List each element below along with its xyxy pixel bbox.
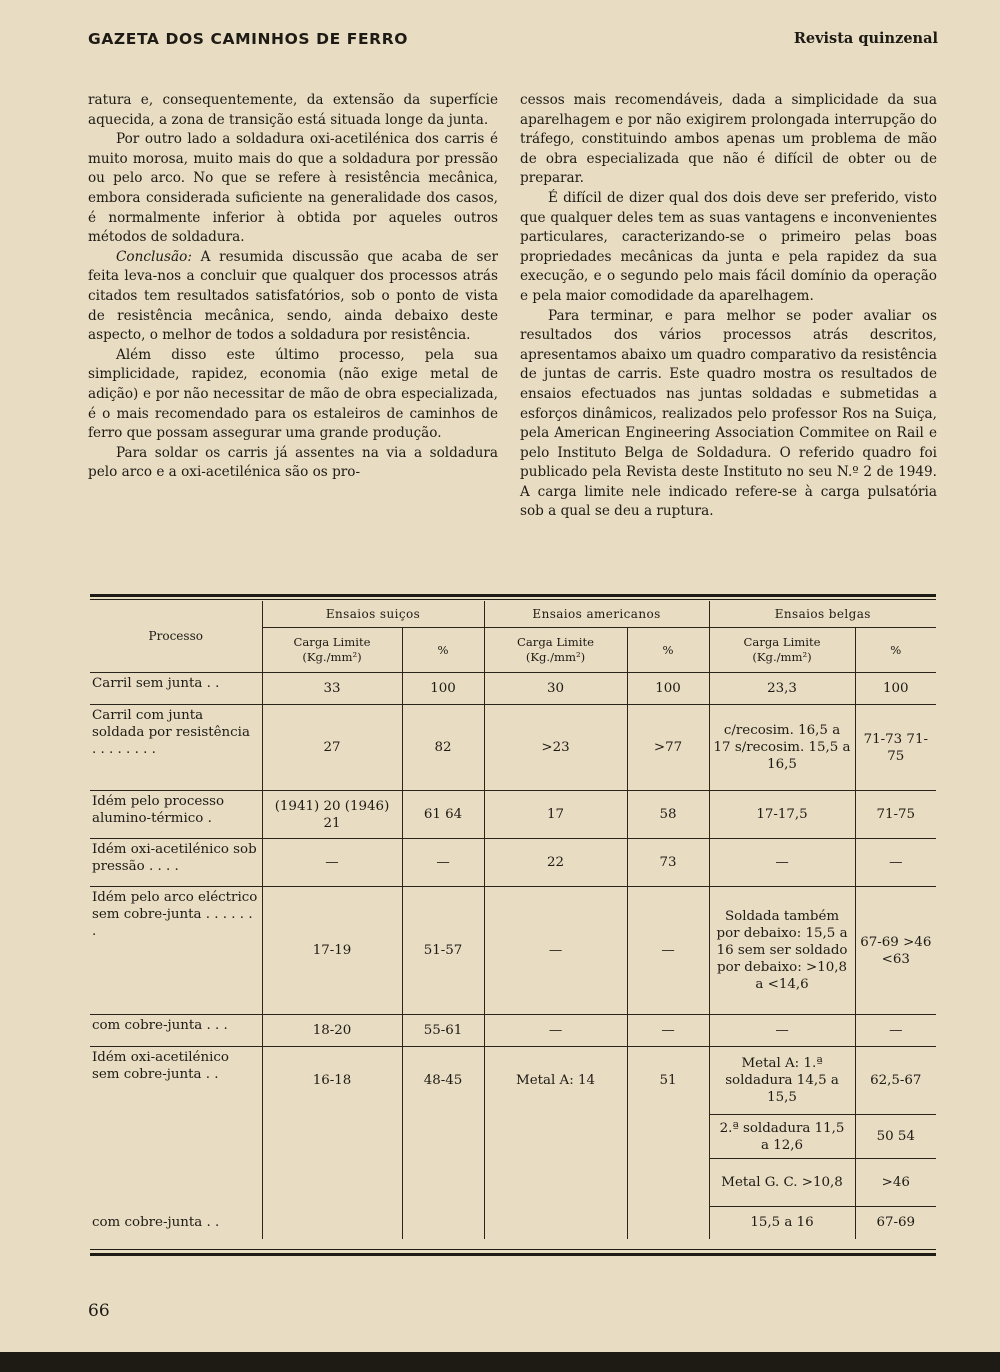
swiss-percent-cell (402, 1207, 484, 1239)
belgian-percent-cell: 67-69 >46 <63 (855, 887, 936, 1015)
paragraph (88, 130, 498, 248)
table-row (90, 673, 936, 705)
american-percent-cell: — (627, 1015, 709, 1047)
table-row (90, 1159, 936, 1207)
belgian-load-cell: Soldada também por debaixo: 15,5 a 16 sem ser soldado por debaixo: >10,8 a <14,6 (709, 887, 855, 1015)
belgian-percent-cell: 100 (855, 673, 936, 705)
swiss-percent-cell: — (402, 839, 484, 887)
group-header-belgian: Ensaios belgas (709, 601, 936, 628)
american-load-cell (484, 1159, 627, 1207)
right-column (520, 91, 937, 522)
paragraph (520, 307, 937, 523)
left-column (88, 91, 498, 483)
process-cell: com cobre-junta . . (90, 1207, 262, 1239)
belgian-percent-cell: 50 54 (855, 1115, 936, 1159)
table-row (90, 839, 936, 887)
swiss-percent-cell: 82 (402, 705, 484, 791)
paragraph (88, 248, 498, 346)
paragraph-text: Além disso este último processo, pela sua simplicidade, rapidez, economia (não exige metal de adição) e por não necessitar de mão de obra especializada, é o mais recomendado para os estaleiros de caminhos de ferro que possam assegurar uma grande produção. (88, 346, 498, 442)
comparison-table (90, 601, 936, 1239)
swiss-load-cell: 18-20 (262, 1015, 402, 1047)
american-percent-cell: 51 (627, 1047, 709, 1115)
process-cell: Carril sem junta . . (90, 673, 262, 705)
american-load-cell: 30 (484, 673, 627, 705)
table-bottom-rule (90, 1253, 936, 1256)
swiss-percent-cell: 100 (402, 673, 484, 705)
american-load-cell (484, 1115, 627, 1159)
table-row (90, 705, 936, 791)
swiss-load-cell: — (262, 839, 402, 887)
american-percent-cell: 73 (627, 839, 709, 887)
process-cell (90, 1115, 262, 1159)
paragraph-text: É difícil de dizer qual dos dois deve ser preferido, visto que qualquer deles tem as suas vantagens e inconvenientes particulares, caracterizando-se o primeiro pelas boas propriedades mecânicas da junta e pela rapidez da sua execução, e o segundo pelo mais fácil domínio da operação e pela maior comodidade da aparelhagem. (520, 189, 937, 304)
american-percent-cell: >77 (627, 705, 709, 791)
belgian-percent-cell: — (855, 839, 936, 887)
table-row (90, 887, 936, 1015)
american-load-cell: Metal A: 14 (484, 1047, 627, 1115)
belgian-load-cell: — (709, 1015, 855, 1047)
swiss-percent-cell: 48-45 (402, 1047, 484, 1115)
american-load-cell: 22 (484, 839, 627, 887)
belgian-percent-cell: 62,5-67 (855, 1047, 936, 1115)
swiss-percent-cell: 55-61 (402, 1015, 484, 1047)
paragraph (88, 91, 498, 130)
belgian-load-cell: 17-17,5 (709, 791, 855, 839)
american-load-cell: — (484, 1015, 627, 1047)
page-number: 66 (88, 1301, 110, 1321)
swiss-load-cell: 33 (262, 673, 402, 705)
paragraph (88, 346, 498, 444)
belgian-percent-cell: 71-75 (855, 791, 936, 839)
paragraph-text: Por outro lado a soldadura oxi-acetilénica dos carris é muito morosa, muito mais do que a soldadura por pressão ou pelo arco. No que se refere à resistência mecânica, embora considerada suficiente na generalidade dos casos, é normalmente inferior à obtida por aqueles outros métodos de soldadura. (88, 131, 498, 246)
percent-header: % (402, 628, 484, 673)
process-cell: Idém pelo processo alumino-térmico . (90, 791, 262, 839)
american-percent-cell (627, 1159, 709, 1207)
paragraph (88, 444, 498, 483)
american-percent-cell (627, 1115, 709, 1159)
belgian-percent-cell: >46 (855, 1159, 936, 1207)
swiss-percent-cell (402, 1115, 484, 1159)
belgian-load-cell: c/recosim. 16,5 a 17 s/recosim. 15,5 a 16,5 (709, 705, 855, 791)
swiss-load-cell: (1941) 20 (1946) 21 (262, 791, 402, 839)
group-header-american: Ensaios americanos (484, 601, 709, 628)
american-load-cell (484, 1207, 627, 1239)
table-bottom-rule-thin (90, 1249, 936, 1250)
process-cell (90, 1159, 262, 1207)
load-header: Carga Limite (Kg./mm²) (262, 628, 402, 673)
table-row (90, 1015, 936, 1047)
belgian-percent-cell: 71-73 71-75 (855, 705, 936, 791)
american-percent-cell (627, 1207, 709, 1239)
belgian-load-cell: Metal A: 1.ª soldadura 14,5 a 15,5 (709, 1047, 855, 1115)
load-header: Carga Limite (Kg./mm²) (484, 628, 627, 673)
belgian-load-cell: 23,3 (709, 673, 855, 705)
belgian-load-cell: 15,5 a 16 (709, 1207, 855, 1239)
swiss-percent-cell: 61 64 (402, 791, 484, 839)
table-row (90, 791, 936, 839)
table-top-rule-thin (90, 599, 936, 600)
swiss-load-cell: 17-19 (262, 887, 402, 1015)
belgian-load-cell: — (709, 839, 855, 887)
american-percent-cell: — (627, 887, 709, 1015)
american-percent-cell: 100 (627, 673, 709, 705)
swiss-load-cell (262, 1207, 402, 1239)
paragraph-text: Para soldar os carris já assentes na via a soldadura pelo arco e a oxi-acetilénica são os pro- (88, 444, 498, 481)
process-cell: Idém pelo arco eléctrico sem cobre-junta . . . . . . . (90, 887, 262, 1015)
percent-header: % (855, 628, 936, 673)
process-cell: Idém oxi-acetilénico sob pressão . . . . (90, 839, 262, 887)
swiss-percent-cell: 51-57 (402, 887, 484, 1015)
table-row (90, 1047, 936, 1115)
american-percent-cell: 58 (627, 791, 709, 839)
american-load-cell: — (484, 887, 627, 1015)
process-cell: com cobre-junta . . . (90, 1015, 262, 1047)
table-row (90, 1207, 936, 1239)
journal-title: GAZETA DOS CAMINHOS DE FERRO (88, 30, 409, 48)
swiss-load-cell (262, 1159, 402, 1207)
table-top-rule (90, 594, 936, 597)
paragraph-lead: Conclusão: (116, 248, 192, 265)
belgian-percent-cell: 67-69 (855, 1207, 936, 1239)
paragraph-text: cessos mais recomendáveis, dada a simplicidade da sua aparelhagem e por não exigirem prolongada interrupção do tráfego, constituindo ambos apenas um problema de mão de obra especializada que não é difícil de obter ou de preparar. (520, 92, 937, 187)
journal-subtitle: Revista quinzenal (793, 30, 938, 47)
paragraph-text: Para terminar, e para melhor se poder avaliar os resultados dos vários processos atrás descritos, apresentamos abaixo um quadro comparativo da resistência de juntas de carris. Este quadro mostra os resultados de ensaios efectuados nas juntas soldadas e submetidas a esforços dinâmicos, realizados pelo professor Ros na Suiça, pela American Engineering Association Commitee on Rail e pelo Instituto Belga de Soldadura. O referido quadro foi publicado pela Revista deste Instituto no seu N.º 2 de 1949. A carga limite nele indicado refere-se à carga pulsatória sob a qual se deu a ruptura. (520, 307, 937, 520)
scan-bottom-edge (0, 1352, 1000, 1372)
process-cell: Carril com junta soldada por resistência . . . . . . . . (90, 705, 262, 791)
belgian-percent-cell: — (855, 1015, 936, 1047)
belgian-load-cell: 2.ª soldadura 11,5 a 12,6 (709, 1115, 855, 1159)
swiss-load-cell: 27 (262, 705, 402, 791)
paragraph (520, 189, 937, 307)
percent-header: % (627, 628, 709, 673)
swiss-percent-cell (402, 1159, 484, 1207)
american-load-cell: >23 (484, 705, 627, 791)
swiss-load-cell: 16-18 (262, 1047, 402, 1115)
table-row (90, 1115, 936, 1159)
process-cell: Idém oxi-acetilénico sem cobre-junta . . (90, 1047, 262, 1115)
process-header: Processo (90, 601, 262, 673)
paragraph-text: A resumida discussão que acaba de ser feita leva-nos a concluir que qualquer dos processos atrás citados tem resultados satisfatórios, sob o ponto de vista de resistência mecânica, sendo, ainda debaixo deste aspecto, o melhor de todos a soldadura por resistência. (88, 248, 498, 344)
belgian-load-cell: Metal G. C. >10,8 (709, 1159, 855, 1207)
paragraph (520, 91, 937, 189)
american-load-cell: 17 (484, 791, 627, 839)
swiss-load-cell (262, 1115, 402, 1159)
paragraph-text: ratura e, consequentemente, da extensão da superfície aquecida, a zona de transição está situada longe da junta. (88, 92, 498, 128)
group-header-swiss: Ensaios suiços (262, 601, 484, 628)
load-header: Carga Limite (Kg./mm²) (709, 628, 855, 673)
